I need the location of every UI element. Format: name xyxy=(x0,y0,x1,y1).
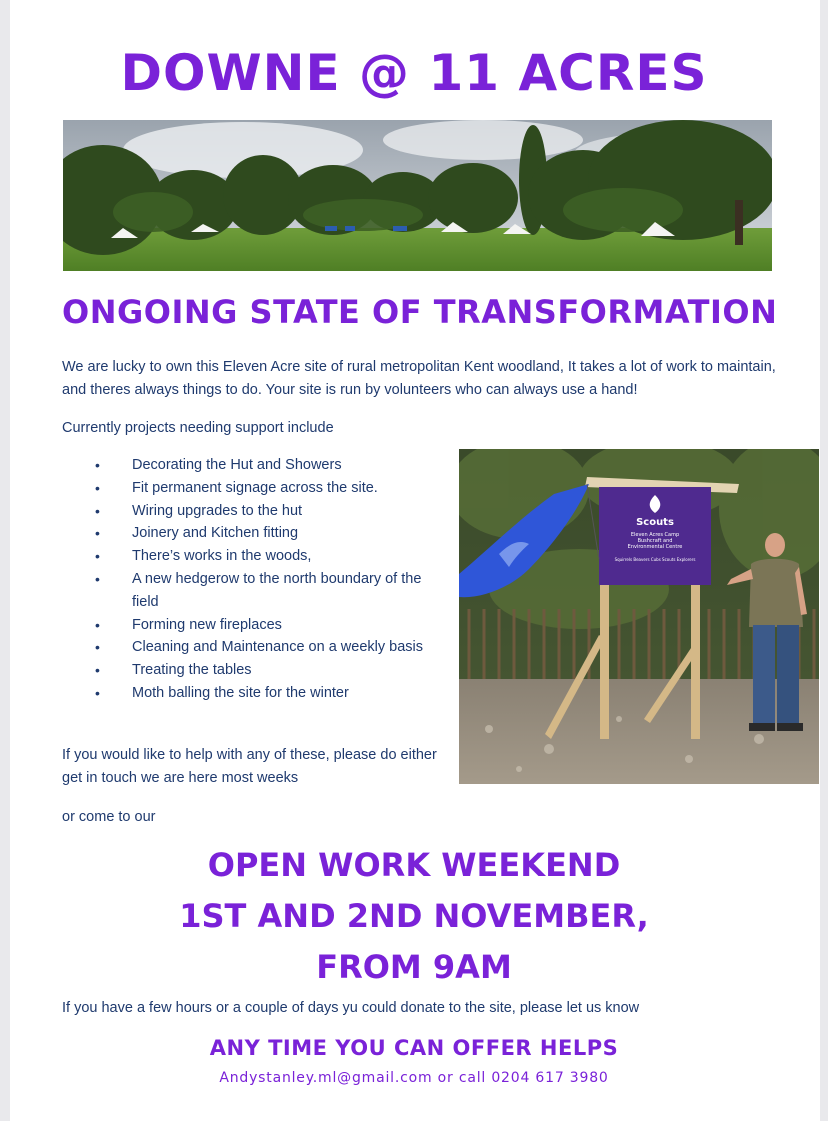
sign-brand: Scouts xyxy=(636,517,674,528)
event-time: FROM 9AM xyxy=(316,948,512,986)
list-item xyxy=(62,477,442,500)
bullet-icon: • xyxy=(95,525,100,542)
come-to-our-text: or come to our xyxy=(62,809,156,825)
bullet-icon: • xyxy=(95,457,100,473)
project-label: Fit permanent signage across the site. xyxy=(132,479,378,496)
bullet-icon: • xyxy=(95,479,100,496)
scout-sign-photo xyxy=(459,449,819,784)
list-item xyxy=(62,568,442,614)
bullet-icon: • xyxy=(95,548,100,565)
list-item xyxy=(62,682,442,705)
project-label: Joinery and Kitchen fitting xyxy=(132,525,299,542)
contact-details[interactable]: Andystanley.ml@gmail.com or call 0204 617 3980 xyxy=(219,1070,609,1086)
project-label: Forming new fireplaces xyxy=(132,616,282,633)
list-item xyxy=(62,522,442,545)
project-label: Moth balling the site for the winter xyxy=(132,684,349,701)
project-label: Cleaning and Maintenance on a weekly basis xyxy=(132,639,423,656)
donate-paragraph: If you have a few hours or a couple of days yu could donate to the site, please let us know xyxy=(62,1000,640,1016)
campsite-field-photo xyxy=(63,120,772,271)
help-paragraph: If you would like to help with any of these, please do either get in touch we are here most weeks xyxy=(62,747,437,786)
list-item xyxy=(62,614,442,637)
bullet-icon: • xyxy=(95,502,100,519)
bullet-icon: • xyxy=(95,616,100,633)
event-dates: 1ST AND 2ND NOVEMBER, xyxy=(179,897,649,935)
bullet-icon: • xyxy=(95,639,100,656)
bullet-icon: • xyxy=(95,570,100,587)
project-label: Decorating the Hut and Showers xyxy=(132,457,342,473)
offer-heading: ANY TIME YOU CAN OFFER HELPS xyxy=(209,1036,619,1060)
project-label: There’s works in the woods, xyxy=(132,548,312,565)
projects-list xyxy=(62,454,442,705)
bullet-icon: • xyxy=(95,684,100,701)
sign-sub1: Eleven Acres Camp xyxy=(630,532,680,538)
list-item xyxy=(62,500,442,523)
sign-sub3: Environmental Centre xyxy=(627,544,683,550)
intro-paragraph: We are lucky to own this Eleven Acre site of rural metropolitan Kent woodland, It takes a lot of work to maintain, and theres always things to do. Your site is run by volunteers who can always use a hand! xyxy=(62,359,776,398)
bullet-icon: • xyxy=(95,662,100,679)
sign-sub2: Bushcraft and xyxy=(637,538,673,544)
sign-sections: Squirrels Beavers Cubs Scouts Explorers xyxy=(614,557,696,562)
list-item xyxy=(62,545,442,568)
list-item xyxy=(62,454,442,477)
projects-intro: Currently projects needing support include xyxy=(62,420,334,436)
list-item xyxy=(62,659,442,682)
project-label: Wiring upgrades to the hut xyxy=(132,502,303,519)
project-label: A new hedgerow to the north boundary of the field xyxy=(132,570,422,610)
page-title: DOWNE @ 11 ACRES xyxy=(120,44,708,102)
list-item xyxy=(62,636,442,659)
project-label: Treating the tables xyxy=(132,662,252,679)
section-heading: ONGOING STATE OF TRANSFORMATION xyxy=(62,293,778,331)
event-title: OPEN WORK WEEKEND xyxy=(207,846,621,884)
